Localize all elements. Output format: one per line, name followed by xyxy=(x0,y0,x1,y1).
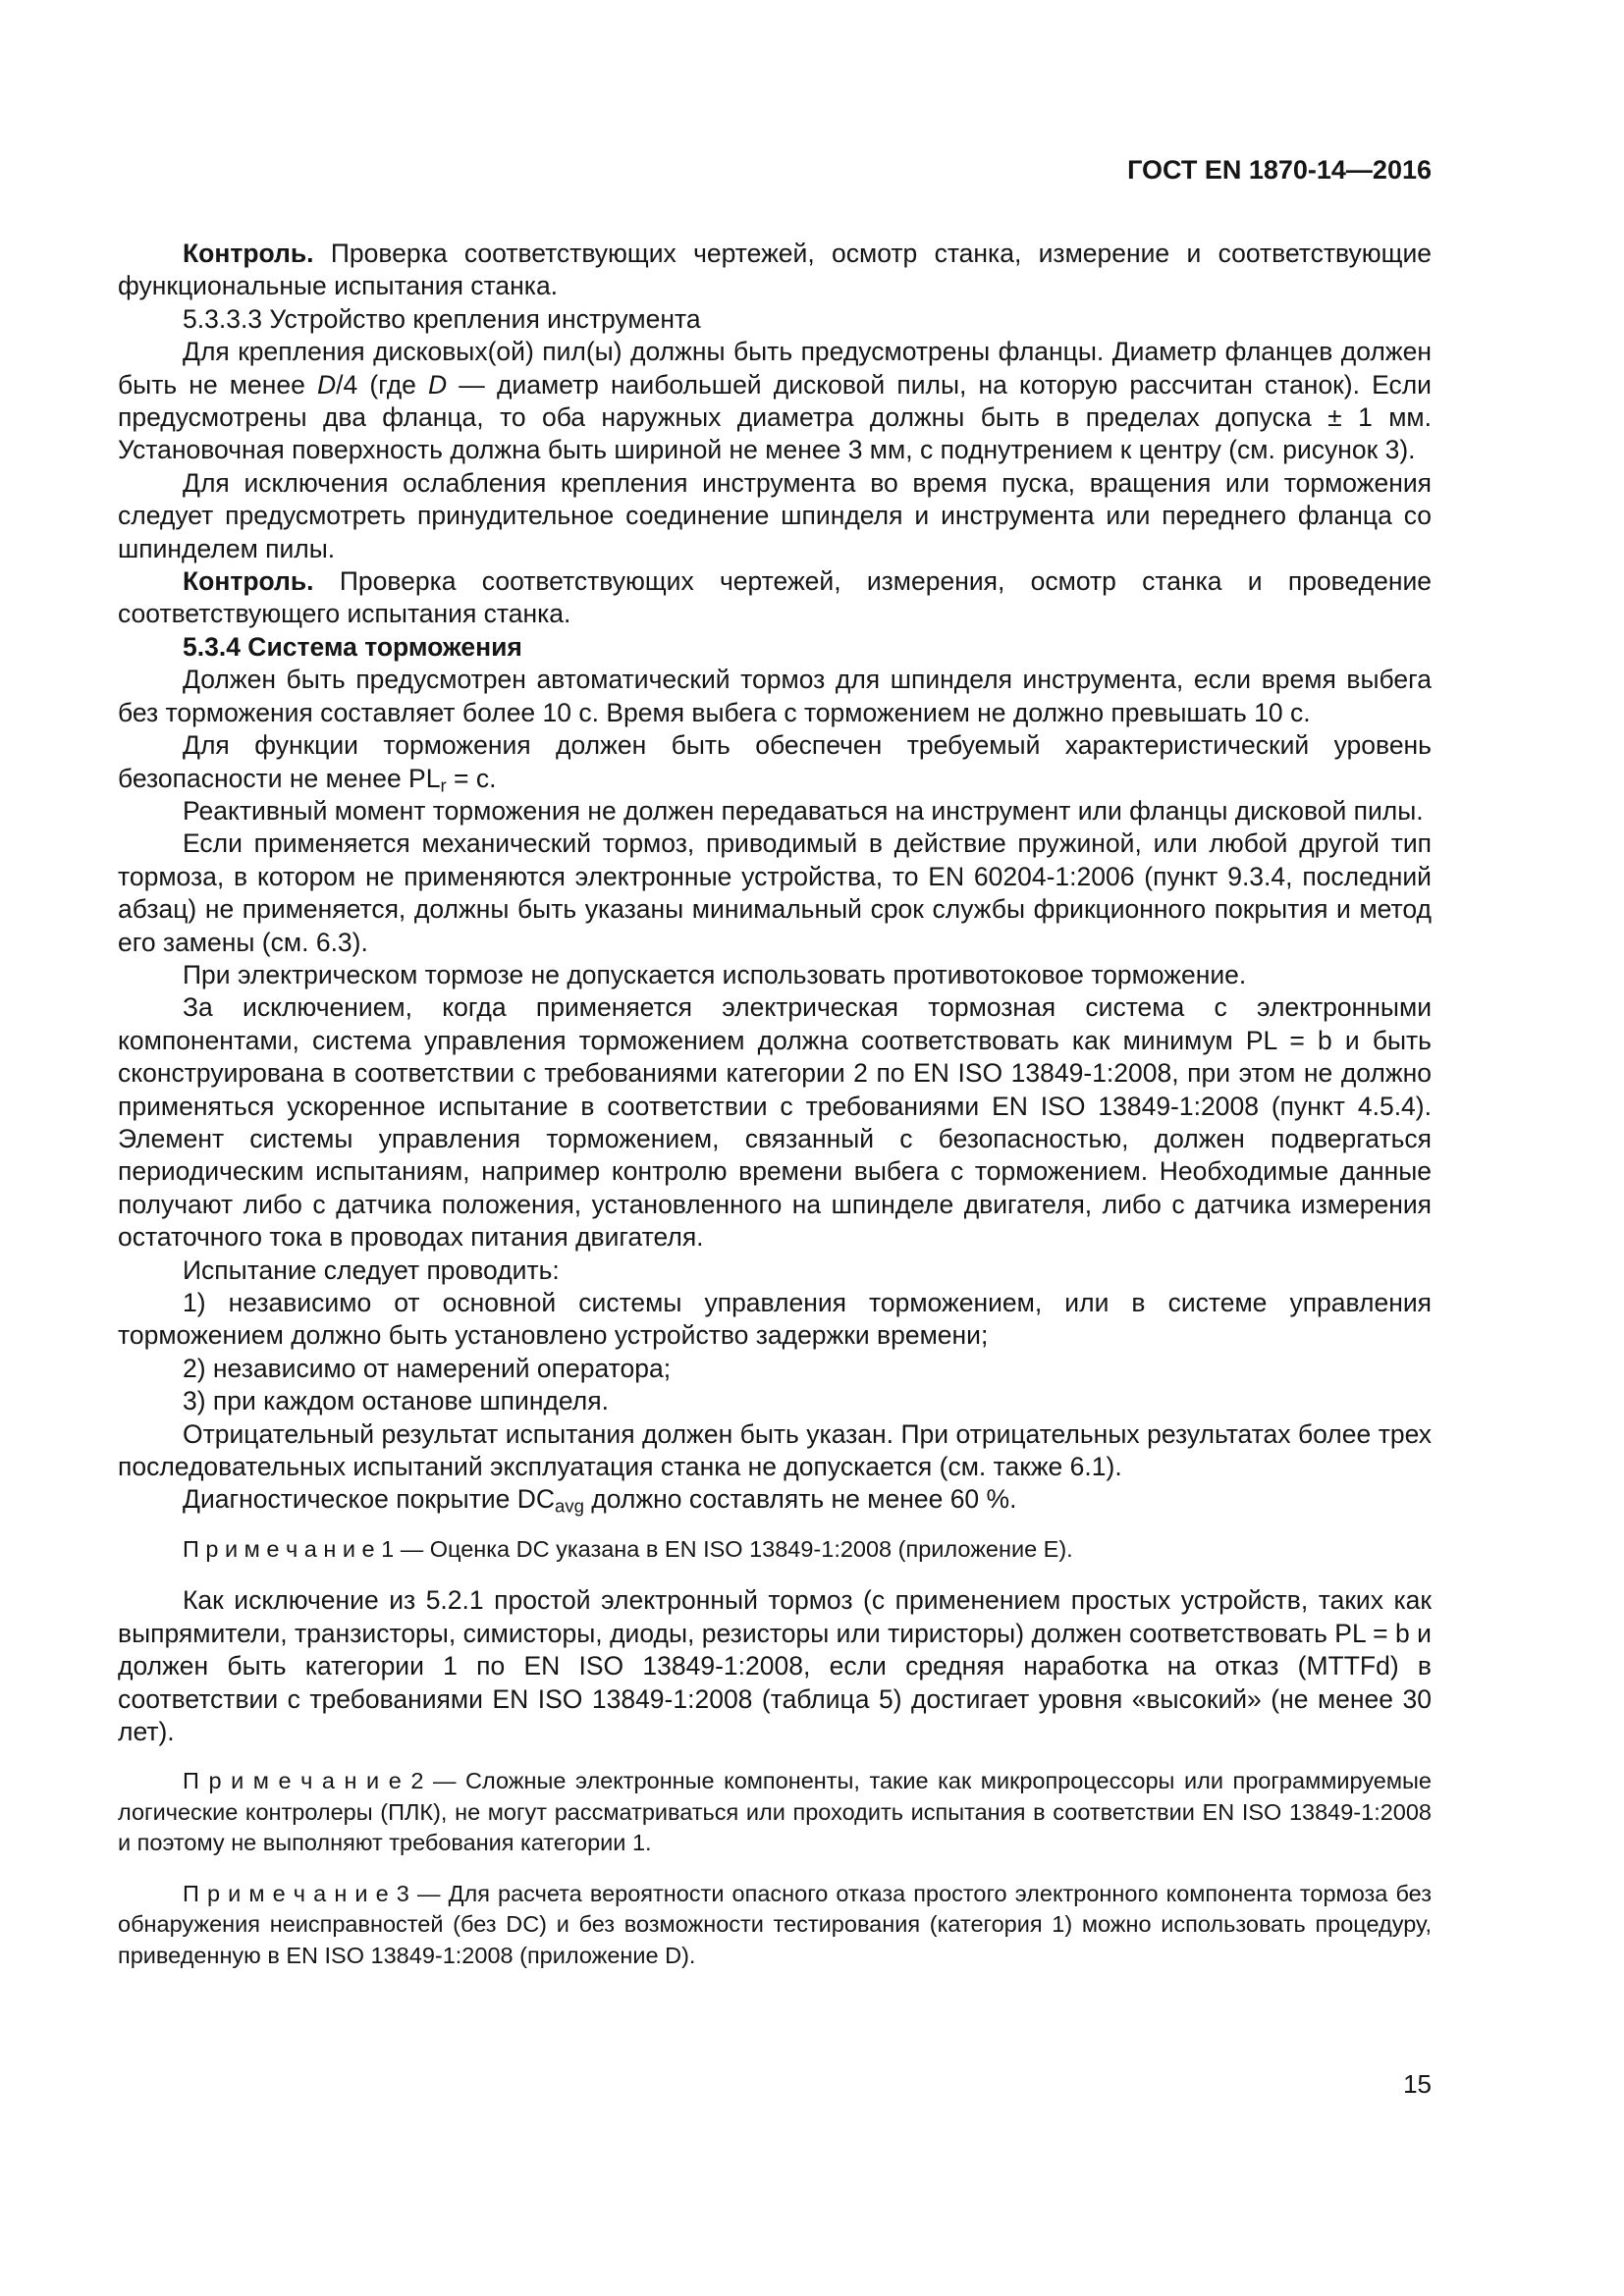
para-reactive-torque xyxy=(118,795,1432,828)
list-item-1 xyxy=(118,1287,1432,1353)
text-run: должно составлять не менее 60 %. xyxy=(583,1484,1017,1515)
text-run: При электрическом тормозе не допускается использовать противотоковое торможение. xyxy=(183,959,1247,989)
text-run: Для крепления дисковых(ой) пил(ы) должны быть предусмотрены фланцы. Диаметр фланцев должен быть не менее xyxy=(118,337,1432,400)
text-run: Проверка соответствующих чертежей, измерения, осмотр станка и проведение соответствующего испытания станка. xyxy=(118,566,1432,629)
text-run: r xyxy=(440,774,447,796)
text-run: = c. xyxy=(446,763,497,793)
para-electronic-brake-system xyxy=(118,991,1432,1254)
text-run: — диаметр наибольшей дисковой пилы, на которую рассчитан станок). Если предусмотрены два фланца, то оба наружных диаметра должны быть в пределах допуска ± 1 мм. Установочная поверхность должна быть шириной не менее 3 мм, с поднутрением к центру (см. рисунок 3). xyxy=(118,369,1432,465)
text-run: 5.3.3.3 Устройство крепления инструмента xyxy=(183,303,701,334)
para-negative-result xyxy=(118,1418,1432,1484)
text-run: 1) независимо от основной системы управления торможением, или в системе управления торможением должно быть установлено устройство задержки времени; xyxy=(118,1288,1432,1351)
text-run: П р и м е ч а н и е 3 — Для расчета вероятности опасного отказа простого электронного компонента тормоза без обнаружения неисправностей (без DC) и без возможности тестирования (категория 1) можно использовать процедуру, приведенную в EN ISO 13849-1:2008 (приложение D). xyxy=(118,1880,1432,1968)
document-body xyxy=(118,238,1432,1971)
text-run: За исключением, когда применяется электрическая тормозная система с электронными компонентами, система управления торможением должна соответствовать как минимум PL = b и быть сконструирована в соответствии с требованиями категории 2 по EN ISO 13849-1:2008, при этом не должно применяться ускоренное испытание в соответствии с требованиями EN ISO 13849-1:2008 (пункт 4.5.4). Элемент системы управления торможением, связанный с безопасностью, должен подвергаться периодическим испытаниям, например контролю времени выбега с торможением. Необходимые данные получают либо с датчика положения, установленного на шпинделе двигателя, либо с датчика измерения остаточного тока в проводах питания двигателя. xyxy=(118,992,1432,1253)
text-run: 5.3.4 Система торможения xyxy=(183,631,522,662)
text-run: Отрицательный результат испытания должен быть указан. При отрицательных результатах более трех последовательных испытаний эксплуатация станка не допускается (см. также 6.1). xyxy=(118,1418,1432,1482)
text-run: /4 (где xyxy=(336,369,429,400)
note-3 xyxy=(118,1879,1432,1972)
page-content xyxy=(118,154,1432,1991)
text-run: Для исключения ослабления крепления инструмента во время пуска, вращения или торможения следует предусмотреть принудительное соединение шпинделя и инструмента или переднего фланца со шпинделем пилы. xyxy=(118,467,1432,563)
list-item-3 xyxy=(118,1385,1432,1417)
text-run: avg xyxy=(555,1496,584,1518)
text-run: Диагностическое покрытие DC xyxy=(183,1484,556,1515)
text-run: Контроль. xyxy=(183,566,314,597)
text-run: D xyxy=(428,369,448,400)
clause-5-3-3-3-title xyxy=(118,303,1432,336)
clause-5-3-4-heading xyxy=(118,631,1432,664)
text-run: 2) независимо от намерений оператора; xyxy=(183,1353,672,1383)
para-test-intro xyxy=(118,1255,1432,1287)
page-number: 15 xyxy=(1403,2069,1432,2099)
para-automatic-brake xyxy=(118,664,1432,729)
para-spindle-connection xyxy=(118,467,1432,565)
note-2 xyxy=(118,1766,1432,1859)
text-run: Проверка соответствующих чертежей, осмотр станка, измерение и соответствующие функциональные испытания станка. xyxy=(118,239,1432,301)
text-run: Реактивный момент торможения не должен передаваться на инструмент или фланцы дисковой пилы. xyxy=(183,795,1424,826)
text-run: Испытание следует проводить: xyxy=(183,1255,560,1285)
text-run: П р и м е ч а н и е 2 — Сложные электронные компоненты, такие как микропроцессоры или программируемые логические контролеры (ПЛК), не могут рассматриваться или проходить испытания в соответствии EN ISO 13849-1:2008 и поэтому не выполняют требования категории 1. xyxy=(118,1768,1432,1856)
text-run: Как исключение из 5.2.1 простой электронный тормоз (с применением простых устройств, таких как выпрямители, транзисторы, симисторы, диоды, резисторы или тиристоры) должен соответствовать PL = b и должен быть категории 1 по EN ISO 13849-1:2008, если средняя наработка на отказ (MTTFd) в соответствии с требованиями EN ISO 13849-1:2008 (таблица 5) достигает уровня «высокий» (не менее 30 лет). xyxy=(118,1585,1432,1746)
para-control-check-2 xyxy=(118,565,1432,631)
text-run: Для функции торможения должен быть обеспечен требуемый характеристический уровень безопасности не менее PL xyxy=(118,730,1432,793)
document-code-header: ГОСТ EN 1870-14—2016 xyxy=(1127,155,1432,185)
text-run: Если применяется механический тормоз, приводимый в действие пружиной, или любой другой тип тормоза, в котором не применяются электронные устройства, то EN 60204-1:2006 (пункт 9.3.4, последний абзац) не применяется, должны быть указаны минимальный срок службы фрикционного покрытия и метод его замены (см. 6.3). xyxy=(118,828,1432,957)
para-performance-level xyxy=(118,729,1432,795)
para-flange-requirements xyxy=(118,336,1432,467)
text-run: D xyxy=(317,369,337,400)
list-item-2 xyxy=(118,1353,1432,1385)
note-1 xyxy=(118,1534,1432,1566)
text-run: Контроль. xyxy=(183,239,314,268)
para-diagnostic-coverage xyxy=(118,1483,1432,1516)
text-run: Должен быть предусмотрен автоматический тормоз для шпинделя инструмента, если время выбега без торможения составляет более 10 с. Время выбега с торможением не должно превышать 10 с. xyxy=(118,665,1432,727)
para-control-check-1 xyxy=(118,238,1432,303)
text-run: 3) при каждом останове шпинделя. xyxy=(183,1386,609,1416)
para-electric-brake xyxy=(118,959,1432,991)
para-mechanical-brake xyxy=(118,828,1432,959)
para-simple-electronic-brake xyxy=(118,1584,1432,1748)
text-run: П р и м е ч а н и е 1 — Оценка DC указана в EN ISO 13849-1:2008 (приложение Е). xyxy=(183,1535,1073,1562)
